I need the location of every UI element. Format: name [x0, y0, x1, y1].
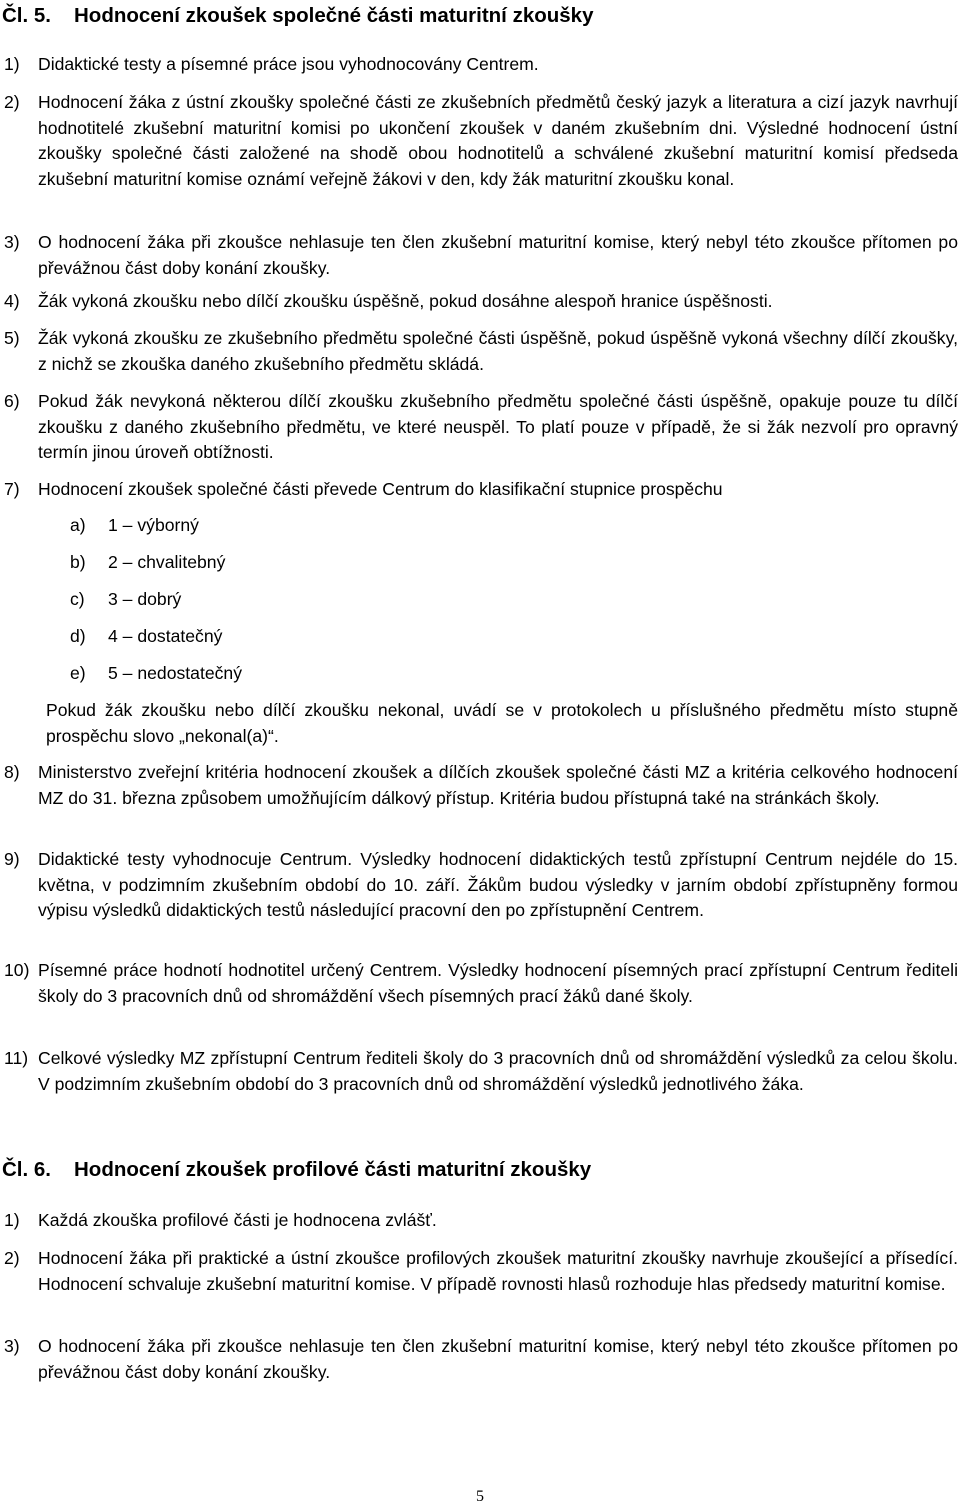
grade-text: 5 – nedostatečný	[108, 663, 243, 683]
grade-letter: b)	[70, 552, 86, 572]
list-item	[4, 230, 958, 281]
list-item	[4, 326, 958, 377]
item-text: O hodnocení žáka při zkoušce nehlasuje ten člen zkušební maturitní komise, který nebyl této zkoušce přítomen po převážnou část doby konání zkoušky.	[38, 232, 958, 278]
list-item	[4, 760, 958, 811]
item-text: Ministerstvo zveřejní kritéria hodnocení zkoušek a dílčích zkoušek společné části MZ a kritéria celkového hodnocení MZ do 31. března způsobem umožňujícím dálkový přístup. Kritéria budou přístupná také na stránkách školy.	[38, 762, 958, 808]
item-text: Hodnocení žáka při praktické a ústní zkoušce profilových zkoušek maturitní zkoušky navrhuje zkoušející a přísedící. Hodnocení schvaluje zkušební maturitní komise. V případě rovnosti hlasů rozhoduje hlas předsedy maturitní komise.	[38, 1248, 958, 1294]
item-number: 10)	[4, 960, 30, 980]
item-text: Pokud žák nevykoná některou dílčí zkoušku zkušebního předmětu společné části úspěšně, opakuje pouze tu dílčí zkoušku z daného zkušebního předmětu, ve které neuspěl. To platí pouze v případě, že si žák nezvolí pro opravný termín jinou úroveň obtížnosti.	[38, 391, 958, 462]
item-text: Didaktické testy a písemné práce jsou vyhodnocovány Centrem.	[38, 54, 539, 74]
list-item	[4, 958, 958, 1009]
item-number: 9)	[4, 849, 20, 869]
grade-letter: d)	[70, 626, 86, 646]
grade-letter: c)	[70, 589, 85, 609]
grade-text: 4 – dostatečný	[108, 626, 223, 646]
page-number: 5	[476, 1488, 484, 1505]
section-heading	[2, 4, 593, 28]
item-text: Každá zkouška profilové části je hodnocena zvlášť.	[38, 1210, 437, 1230]
item-number: 8)	[4, 762, 20, 782]
item-number: 4)	[4, 291, 20, 311]
item-number: 6)	[4, 391, 20, 411]
item-number: 7)	[4, 479, 20, 499]
section-title: Hodnocení zkoušek společné části maturitní zkoušky	[74, 4, 594, 27]
grade-text: 3 – dobrý	[108, 589, 182, 609]
item-number: 1)	[4, 54, 20, 74]
grade-item	[70, 550, 225, 575]
list-item	[4, 1246, 958, 1297]
item-text: Písemné práce hodnotí hodnotitel určený Centrem. Výsledky hodnocení písemných prací zpřístupní Centrum řediteli školy do 3 pracovních dnů od shromáždění všech písemných prací žáků dané školy.	[38, 960, 958, 1006]
grade-item	[70, 661, 242, 686]
list-item	[4, 1046, 958, 1097]
item-number: 5)	[4, 328, 20, 348]
item-text: Didaktické testy vyhodnocuje Centrum. Výsledky hodnocení didaktických testů zpřístupní Centrum nejdéle do 15. května, v podzimním zkušebním období do 10. září. Žákům budou výsledky v jarním období zpřístupněny formou výpisu výsledků didaktických testů následující pracovní den po zpřístupnění Centrem.	[38, 849, 958, 920]
item-number: 1)	[4, 1210, 20, 1230]
list-item	[4, 90, 958, 192]
grade-item	[70, 587, 181, 612]
list-item	[4, 52, 958, 78]
list-item	[4, 847, 958, 924]
item-text: Žák vykoná zkoušku nebo dílčí zkoušku úspěšně, pokud dosáhne alespoň hranice úspěšnosti.	[38, 291, 773, 311]
item-number: 2)	[4, 92, 20, 112]
item-number: 2)	[4, 1248, 20, 1268]
grade-text: 1 – výborný	[108, 515, 199, 535]
section-title: Hodnocení zkoušek profilové části maturitní zkoušky	[74, 1158, 592, 1181]
grade-item	[70, 513, 199, 538]
item-text: Hodnocení zkoušek společné části převede Centrum do klasifikační stupnice prospěchu	[38, 479, 723, 499]
grade-text: 2 – chvalitebný	[108, 552, 226, 572]
grade-letter: e)	[70, 663, 86, 683]
item-number: 11)	[4, 1048, 29, 1068]
item-number: 3)	[4, 232, 20, 252]
item-text: Celkové výsledky MZ zpřístupní Centrum řediteli školy do 3 pracovních dnů od shromáždění výsledků za celou školu. V podzimním zkušebním období do 3 pracovních dnů od shromáždění výsledků jednotlivého žáka.	[38, 1048, 958, 1094]
section-number: Čl. 6.	[2, 1158, 51, 1181]
item-text: Hodnocení žáka z ústní zkoušky společné části ze zkušebních předmětů český jazyk a literatura a cizí jazyk navrhují hodnotitelé zkušební maturitní komisi po ukončení zkoušek v daném zkušebním dni. Výsledné hodnocení ústní zkoušky společné části založené na shodě obou hodnotitelů a schválené zkušební maturitní komisí předseda zkušební maturitní komise oznámí veřejně žákovi v den, kdy žák maturitní zkoušku konal.	[38, 92, 958, 189]
item-number: 3)	[4, 1336, 20, 1356]
list-item	[4, 477, 958, 503]
list-item	[4, 1208, 958, 1234]
item-text: O hodnocení žáka při zkoušce nehlasuje ten člen zkušební maturitní komise, který nebyl této zkoušce přítomen po převážnou část doby konání zkoušky.	[38, 1336, 958, 1382]
list-item	[4, 389, 958, 466]
item-text: Žák vykoná zkoušku ze zkušebního předmětu společné části úspěšně, pokud úspěšně vykoná všechny dílčí zkoušky, z nichž se zkouška daného zkušebního předmětu skládá.	[38, 328, 958, 374]
grade-item	[70, 624, 222, 649]
section-number: Čl. 5.	[2, 4, 51, 27]
list-item	[4, 289, 958, 315]
list-item	[4, 1334, 958, 1385]
grade-letter: a)	[70, 515, 86, 535]
grade-note: Pokud žák zkoušku nebo dílčí zkoušku nekonal, uvádí se v protokolech u příslušného předmětu místo stupně prospěchu slovo „nekonal(a)“.	[46, 700, 958, 746]
section-heading	[2, 1158, 591, 1182]
